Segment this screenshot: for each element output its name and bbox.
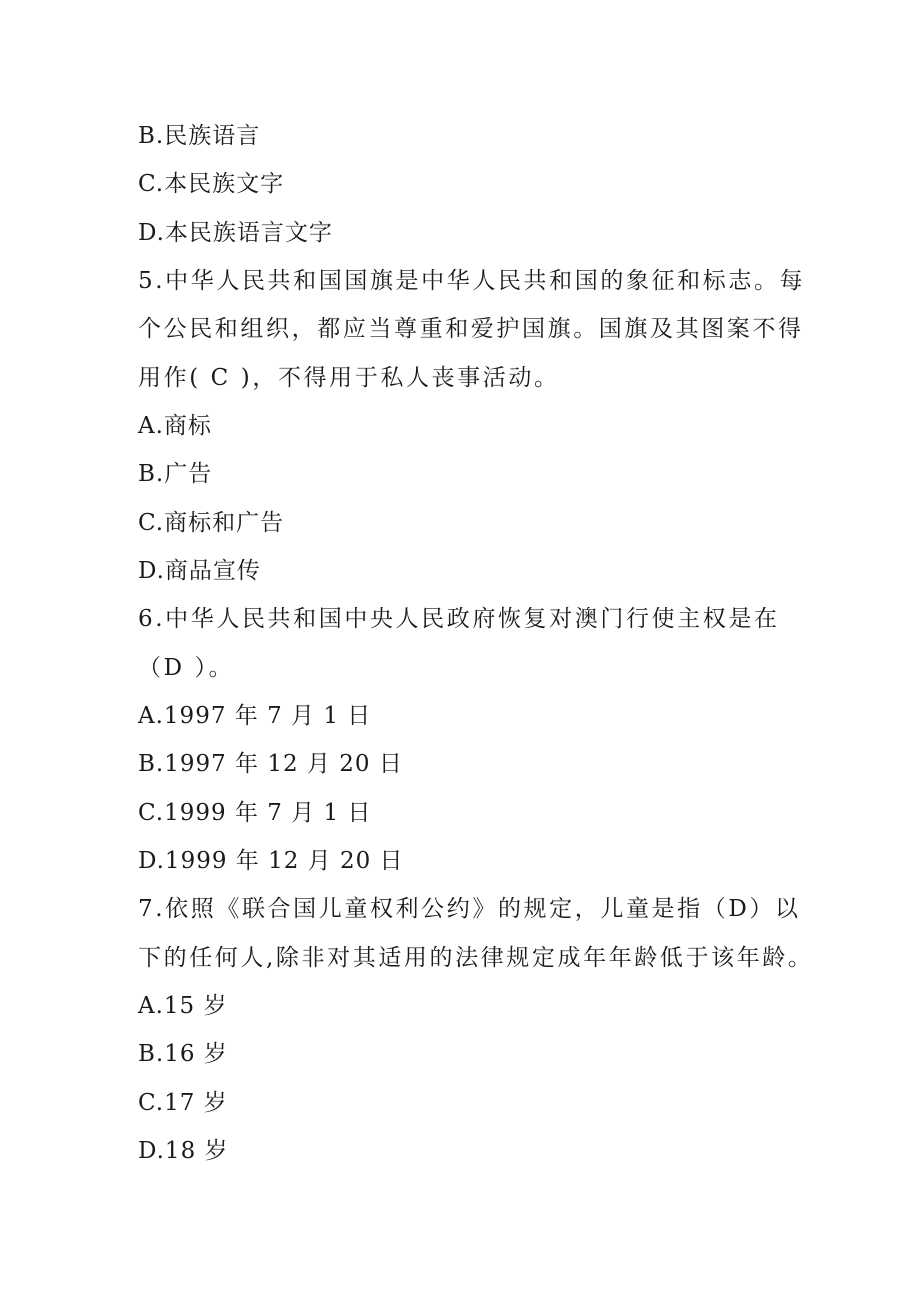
q7-stem-line-1: 7.依照《联合国儿童权利公约》的规定，儿童是指（D）以 [138, 896, 801, 922]
q7-option-a: A.15 岁 [138, 993, 228, 1019]
q5-stem-line-1: 5.中华人民共和国国旗是中华人民共和国的象征和标志。每 [138, 268, 806, 294]
q7-option-c: C.17 岁 [138, 1090, 228, 1116]
q4-option-c: C.本民族文字 [138, 171, 285, 197]
q6-stem-line-1: 6.中华人民共和国中央人民政府恢复对澳门行使主权是在 [138, 606, 780, 632]
q6-stem-line-2: （D ）。 [138, 655, 235, 681]
q6-option-c: C.1999 年 7 月 1 日 [138, 800, 372, 826]
q5-option-b: B.广告 [138, 461, 213, 487]
q5-option-a: A.商标 [138, 413, 212, 439]
q4-option-b: B.民族语言 [138, 123, 261, 149]
q6-option-b: B.1997 年 12 月 20 日 [138, 751, 403, 777]
q7-stem-line-2: 下的任何人,除非对其适用的法律规定成年年龄低于该年龄。 [138, 945, 814, 971]
q7-option-b: B.16 岁 [138, 1041, 228, 1067]
q5-stem-line-2: 个公民和组织，都应当尊重和爱护国旗。国旗及其图案不得 [138, 316, 804, 342]
q5-option-d: D.商品宣传 [138, 558, 261, 584]
q7-option-d: D.18 岁 [138, 1138, 229, 1164]
q5-option-c: C.商标和广告 [138, 510, 285, 536]
q4-option-d: D.本民族语言文字 [138, 220, 333, 246]
q6-option-a: A.1997 年 7 月 1 日 [138, 703, 372, 729]
q5-stem-line-3: 用作( C )，不得用于私人丧事活动。 [138, 365, 560, 391]
q6-option-d: D.1999 年 12 月 20 日 [138, 848, 404, 874]
